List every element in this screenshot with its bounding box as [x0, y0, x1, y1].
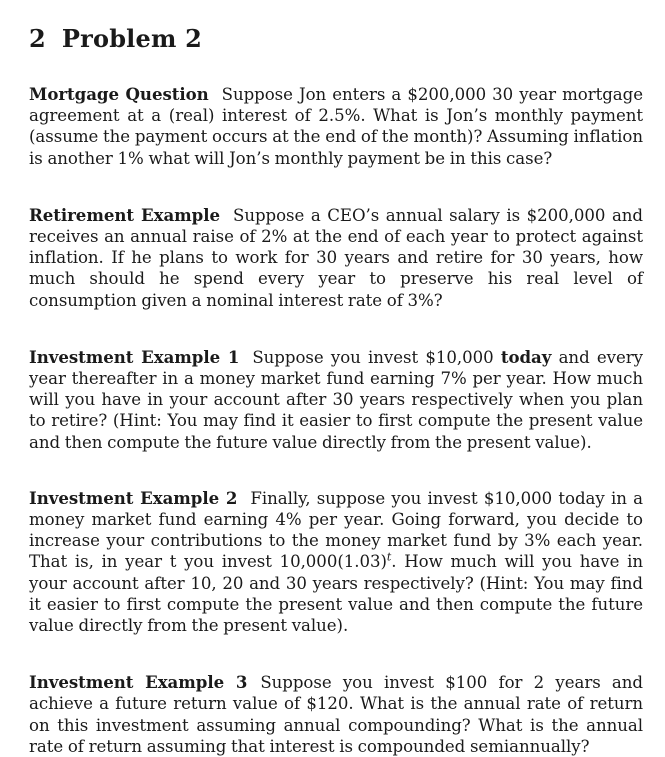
mortgage-question-paragraph: [29, 84, 643, 169]
investment-example-2-title: Investment Example 2: [29, 487, 238, 508]
investment-example-2-text-after: . How much will you have in your account after 10, 20 and 30 years respectively? (Hint: You may find it easier to first compute the present value and then compute the future value directly from the present value).: [29, 552, 643, 636]
investment-example-3-paragraph: [29, 672, 643, 757]
retirement-example-paragraph: [29, 205, 643, 311]
mortgage-question-title: Mortgage Question: [29, 84, 209, 104]
investment-example-1-bold-word: today: [500, 346, 552, 367]
section-number: 2: [29, 24, 46, 53]
section-title: Problem 2: [61, 24, 203, 53]
investment-example-3-title: Investment Example 3: [29, 672, 248, 693]
investment-example-3-text: Suppose you invest $100 for 2 years and achieve a future return value of $120. What is the annual rate of return on this investment assuming annual compounding? What is the annual rate of return assuming that interest is compounded semiannually?: [29, 673, 643, 756]
investment-example-1-title: Investment Example 1: [29, 346, 240, 367]
mortgage-question-text: Suppose Jon enters a $200,000 30 year mortgage agreement at a (real) interest of 2.5%. What is Jon’s monthly payment (assume the payment occurs at the end of the month)? Assuming inflation is another 1% what will Jon’s monthly payment be in this case?: [29, 85, 643, 168]
investment-example-2-text-before: Finally, suppose you invest $10,000 today in a money market fund earning 4% per year. Going forward, you decide to increase your contributions to the money market fund by 3% each year. That is, in year t you invest 10,000(1.03): [29, 488, 643, 572]
investment-example-1-text-before: Suppose you invest $10,000: [252, 347, 494, 367]
investment-example-1-text-after: and every year thereafter in a money market fund earning 7% per year. How much will you have in your account after 30 years respectively when you plan to retire? (Hint: You may find it easier to first compute the present value and then compute the future value directly from the present value).: [29, 347, 643, 452]
retirement-example-title: Retirement Example: [29, 204, 220, 225]
investment-example-1-paragraph: [29, 347, 643, 453]
section-heading: [29, 24, 643, 54]
investment-example-2-paragraph: [29, 488, 643, 636]
retirement-example-text: Suppose a CEO’s annual salary is $200,000 and receives an annual raise of 2% at the end of each year to protect against inflation. If he plans to work for 30 years and retire for 30 years, how much should he spend every year to preserve his real level of consumption given a nominal interest rate of 3%?: [29, 205, 644, 310]
investment-example-2-superscript: t: [386, 550, 392, 564]
